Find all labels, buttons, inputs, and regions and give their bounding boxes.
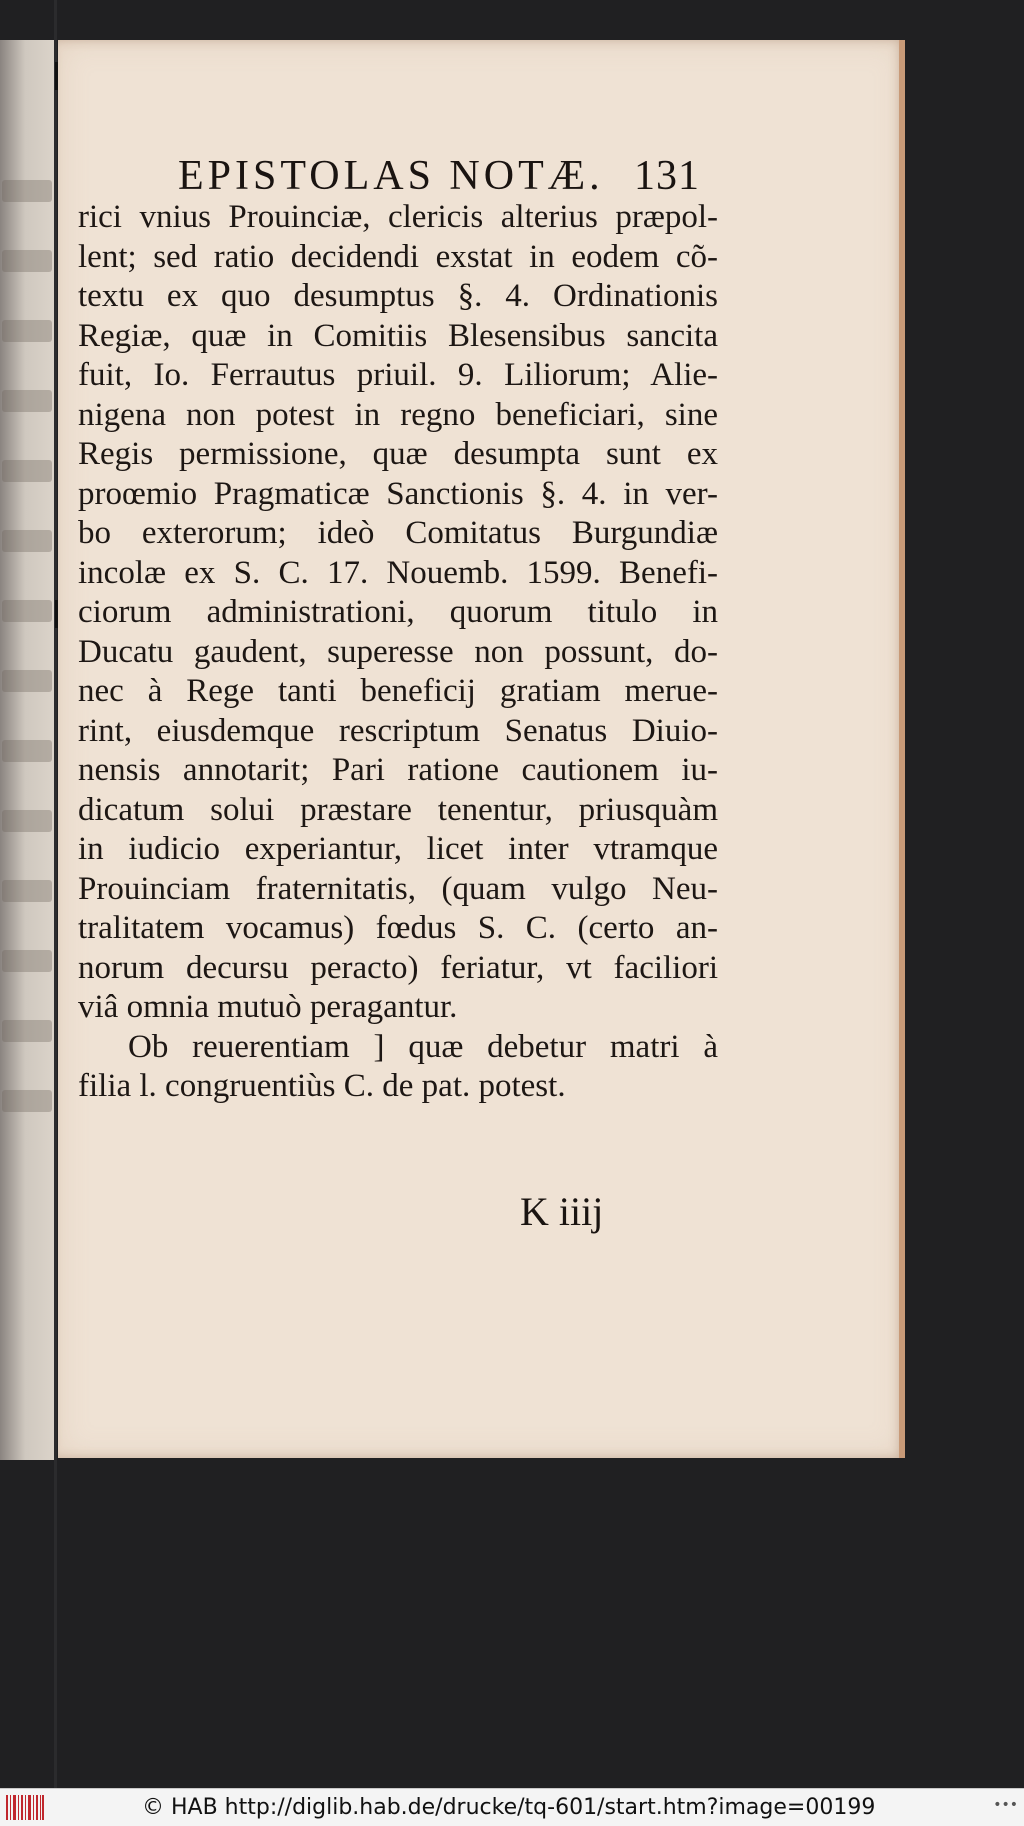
- body-text: [78, 198, 718, 1107]
- bleed-through-mark: [2, 320, 52, 342]
- source-link[interactable]: © HAB http://diglib.hab.de/drucke/tq-601/start.htm?image=00199: [142, 1795, 876, 1820]
- barcode-icon: [6, 1795, 44, 1820]
- text-line: nigena non potest in regno beneficiari, sine: [78, 396, 718, 433]
- text-line: proœmio Pragmaticæ Sanctionis §. 4. in ver-: [78, 475, 718, 512]
- text-line: ciorum administrationi, quorum titulo in: [78, 594, 718, 630]
- text-line: Ducatu gaudent, superesse non possunt, do-: [78, 633, 718, 670]
- text-line: in iudicio experiantur, licet inter vtramque: [78, 831, 718, 867]
- bleed-through-mark: [2, 950, 52, 972]
- signature-mark: K iiij: [520, 1189, 604, 1234]
- text-line: tralitatem vocamus) fœdus S. C. (certo an-: [78, 910, 718, 946]
- page-number: 131: [634, 153, 700, 199]
- text-line: norum decursu peracto) feriatur, vt faciliori: [78, 949, 718, 986]
- text-line: lent; sed ratio decidendi exstat in eodem cõ-: [78, 238, 718, 275]
- bleed-through-mark: [2, 880, 52, 902]
- bleed-through-mark: [2, 390, 52, 412]
- text-line: nensis annotarit; Pari ratione cautionem iu-: [78, 752, 718, 788]
- previous-page-edge: [0, 40, 56, 1460]
- bleed-through-mark: [2, 740, 52, 762]
- text-line: rint, eiusdemque rescriptum Senatus Diuio-: [78, 712, 718, 749]
- footer-bar: [0, 1788, 1024, 1826]
- bleed-through-mark: [2, 250, 52, 272]
- text-line: filia l. congruentiùs C. de pat. potest.: [78, 1068, 566, 1104]
- running-header: [122, 112, 700, 199]
- text-line: Regiæ, quæ in Comitiis Blesensibus sancita: [78, 317, 718, 354]
- page-edge: [899, 40, 905, 1458]
- bleed-through-mark: [2, 670, 52, 692]
- bleed-through-mark: [2, 530, 52, 552]
- bleed-through-mark: [2, 600, 52, 622]
- book-spine: [54, 0, 57, 1788]
- text-line: rici vnius Prouinciæ, clericis alterius præpol-: [78, 199, 718, 235]
- text-line: fuit, Io. Ferrautus priuil. 9. Liliorum; Alie-: [78, 357, 718, 393]
- text-line: Regis permissione, quæ desumpta sunt ex: [78, 436, 718, 472]
- text-line: nec à Rege tanti beneficij gratiam merue-: [78, 673, 718, 709]
- bleed-through-mark: [2, 1090, 52, 1112]
- bleed-through-mark: [2, 810, 52, 832]
- text-line: incolæ ex S. C. 17. Nouemb. 1599. Benefi-: [78, 554, 718, 591]
- bleed-through-mark: [2, 460, 52, 482]
- more-options-icon[interactable]: •••: [993, 1797, 1018, 1813]
- bleed-through-mark: [2, 180, 52, 202]
- bleed-through-mark: [2, 1020, 52, 1042]
- text-line: textu ex quo desumptus §. 4. Ordinationis: [78, 278, 718, 314]
- header-title: EPISTOLAS NOTÆ.: [178, 153, 604, 199]
- text-line: dicatum solui præstare tenentur, priusquàm: [78, 791, 718, 828]
- text-line: Ob reuerentiam ] quæ debetur matri à: [128, 1028, 718, 1065]
- text-line: viâ omnia mutuò peragantur.: [78, 989, 458, 1025]
- text-line: Prouinciam fraternitatis, (quam vulgo Neu-: [78, 870, 718, 907]
- text-line: bo exterorum; ideò Comitatus Burgundiæ: [78, 515, 718, 551]
